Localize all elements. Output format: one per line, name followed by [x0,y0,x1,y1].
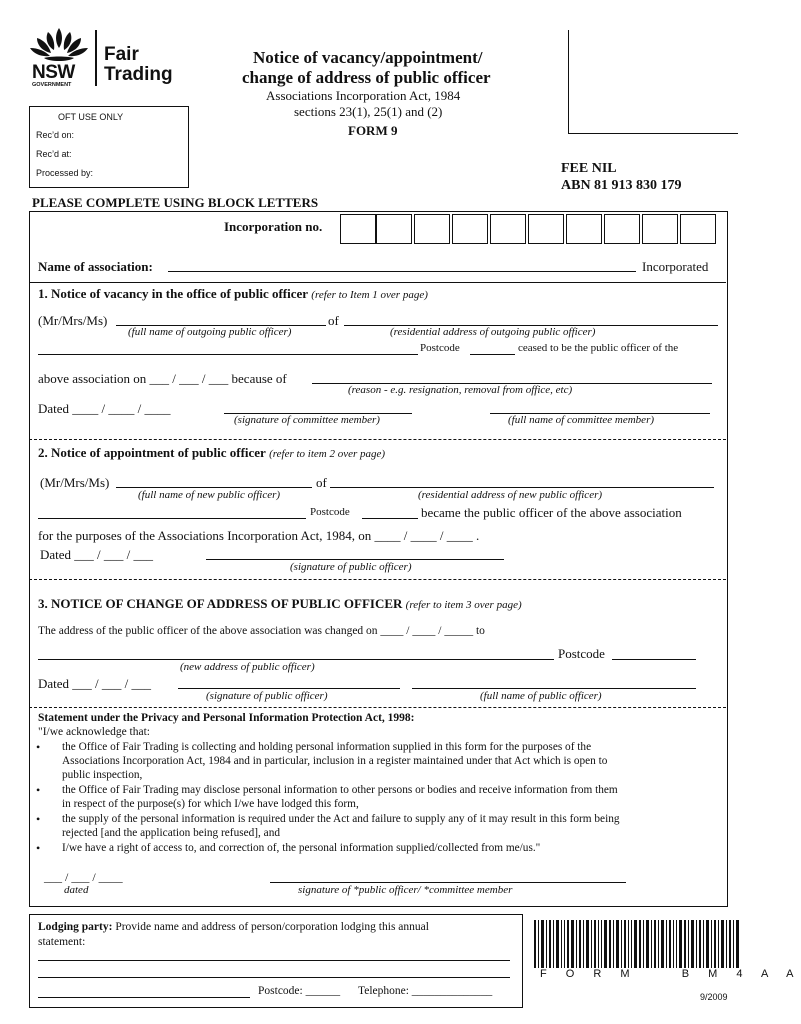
privacy-b1-l1: the Office of Fair Trading is collecting and holding personal information supplied in this form for the purposes of the [62,741,592,753]
section1-divider [29,282,726,283]
privacy-b2-l2: in respect of the purpose(s) for which I/we have lodged this form, [62,798,359,810]
section1-heading-row [38,286,428,302]
cap-sig-officer-s3: (signature of public officer) [206,690,328,702]
section2-heading: 2. Notice of appointment of public officer [38,445,266,460]
new-address-field[interactable] [38,659,554,660]
new-officer-address-line2-field[interactable] [38,518,306,519]
stamp-area-horizontal [568,133,738,134]
section2-ref: (refer to item 2 over page) [269,448,386,460]
incorporated-suffix: Incorporated [642,259,709,274]
association-name-label: Name of association: [38,259,153,274]
oft-box-title: OFT USE ONLY [58,112,124,122]
stamp-area-vertical [568,30,569,134]
section3-divider [29,579,726,580]
section2-divider [29,439,726,440]
privacy-b4-l1: I/we have a right of access to, and correction of, the personal information supplied/collected from me/us." [62,842,541,854]
section1-ref: (refer to Item 1 over page) [311,289,428,301]
recd-at-label: Rec’d at: [36,149,72,159]
new-officer-postcode-field[interactable] [362,518,418,519]
section3-dated: Dated ___ / ___ / ___ [38,676,152,691]
privacy-b2-l1: the Office of Fair Trading may disclose personal information to other persons or bodies and receive information from them [62,784,618,796]
cap-reason: (reason - e.g. resignation, removal from office, etc) [348,384,573,396]
cap-outgoing-address: (residential address of outgoing public officer) [390,326,596,338]
privacy-date-field[interactable]: ___ / ___ / ____ [44,870,123,884]
recd-on-label: Rec’d on: [36,130,75,140]
bullet-icon: • [36,783,41,797]
s3-officer-name-field[interactable] [412,688,696,689]
section1-ceased-text: ceased to be the public officer of the [518,342,679,354]
barcode [534,920,742,968]
association-name-field[interactable] [168,271,636,272]
section3-heading: 3. NOTICE OF CHANGE OF ADDRESS OF PUBLIC OFFICER [38,596,403,611]
waratah-icon [28,26,90,66]
cap-new-address-s3: (new address of public officer) [180,661,315,673]
government-wordmark: GOVERNMENT [32,82,72,88]
nsw-wordmark: NSW [32,62,75,83]
section2-of: of [316,475,327,490]
privacy-signature-field[interactable] [270,882,626,883]
incorporation-cell[interactable] [452,214,488,244]
barcode-text: F O R M B M 4 A A [540,968,801,980]
privacy-b3-l1: the supply of the personal information is required under the Act and failure to supply any of it may result in this form being [62,813,620,825]
incorporation-cell[interactable] [528,214,564,244]
lodging-telephone[interactable]: Telephone: ______________ [358,985,493,997]
new-officer-name-field[interactable] [116,487,312,488]
incorporation-cell[interactable] [604,214,640,244]
s3-officer-signature-field[interactable] [178,688,400,689]
cap-name-member: (full name of committee member) [508,414,655,426]
act-sections: sections 23(1), 25(1) and (2) [294,104,443,119]
section2-title-prefix: (Mr/Mrs/Ms) [40,475,110,490]
section2-purposes: for the purposes of the Associations Incorporation Act, 1984, on ____ / ____ / ____ . [38,528,480,543]
privacy-heading: Statement under the Privacy and Personal Information Protection Act, 1998: [38,712,415,724]
privacy-b3-l2: rejected [and the application being refused], and [62,827,280,839]
bullet-icon: • [36,740,41,754]
incorporation-cell[interactable] [414,214,450,244]
bullet-icon: • [36,841,41,855]
nsw-logo [28,26,188,88]
lodging-text-row [38,921,429,933]
section2-dated: Dated ___ / ___ / ___ [40,547,154,562]
oft-use-only-box [29,106,189,188]
new-officer-address-field[interactable] [330,487,714,488]
privacy-b1-l3: public inspection, [62,769,143,781]
cap-dated: dated [64,884,89,896]
abn-label: ABN 81 913 830 179 [561,178,682,193]
processed-by-label: Processed by: [36,168,94,178]
lodging-line2-field[interactable] [38,977,510,978]
cap-new-address: (residential address of new public officer) [418,489,603,501]
block-letters-instruction: PLEASE COMPLETE USING BLOCK LETTERS [32,195,319,210]
section1-of: of [328,313,339,328]
incorporation-cell[interactable] [340,214,376,244]
lodging-label: Lodging party: [38,921,113,933]
cap-privacy-signature: signature of *public officer/ *committee member [298,884,513,896]
form-version: 9/2009 [700,992,728,1002]
section3-ref: (refer to item 3 over page) [405,599,522,611]
privacy-divider [29,707,726,708]
new-address-postcode-field[interactable] [612,659,696,660]
section2-postcode-label: Postcode [310,506,350,518]
incorporation-label: Incorporation no. [224,219,323,234]
section3-heading-row [38,596,522,612]
form-title-line2: change of address of public officer [242,68,491,87]
form-title-line1: Notice of vacancy/appointment/ [253,48,483,67]
outgoing-postcode-field[interactable] [470,354,515,355]
bullet-icon: • [36,812,41,826]
privacy-ack: "I/we acknowledge that: [38,726,150,738]
trading-wordmark: Trading [104,64,173,85]
section1-title-prefix: (Mr/Mrs/Ms) [38,313,108,328]
cap-name-officer-s3: (full name of public officer) [480,690,602,702]
section1-heading: 1. Notice of vacancy in the office of public officer [38,286,309,301]
lodging-postcode[interactable]: Postcode: ______ [258,985,341,997]
section2-heading-row [38,445,385,461]
cap-new-name: (full name of new public officer) [138,489,281,501]
incorporation-cell[interactable] [642,214,678,244]
cap-sig-member: (signature of committee member) [234,414,380,426]
cap-sig-officer-s2: (signature of public officer) [290,561,412,573]
logo-divider [95,30,97,86]
incorporation-cell[interactable] [376,214,412,244]
outgoing-address-line2-field[interactable] [38,354,418,355]
incorporation-cell[interactable] [680,214,716,244]
form-number: FORM 9 [348,123,398,138]
section1-above-assoc: above association on ___ / ___ / ___ because of [38,371,287,386]
lodging-text-l2: statement: [38,936,86,948]
section2-became-text: became the public officer of the above association [421,505,682,520]
section3-postcode-label: Postcode [558,646,605,661]
cap-outgoing-name: (full name of outgoing public officer) [128,326,292,338]
privacy-b1-l2: Associations Incorporation Act, 1984 and in particular, inclusion in a register maintained under that Act which is open to [62,755,608,767]
lodging-party-box [29,914,523,1008]
section1-postcode-label: Postcode [420,342,460,354]
fee-label: FEE NIL [561,161,617,176]
incorporation-cell[interactable] [566,214,602,244]
lodging-text-l1: Provide name and address of person/corporation lodging this annual [115,921,429,933]
lodging-line3-field[interactable] [38,997,250,998]
incorporation-cell[interactable] [490,214,526,244]
new-officer-signature-field[interactable] [206,559,504,560]
lodging-line1-field[interactable] [38,960,510,961]
fair-wordmark: Fair [104,44,139,65]
section3-changed-text: The address of the public officer of the above association was changed on ____ / ____ / _____ to [38,625,485,637]
section1-dated: Dated ____ / ____ / ____ [38,401,171,416]
act-name: Associations Incorporation Act, 1984 [266,88,461,103]
